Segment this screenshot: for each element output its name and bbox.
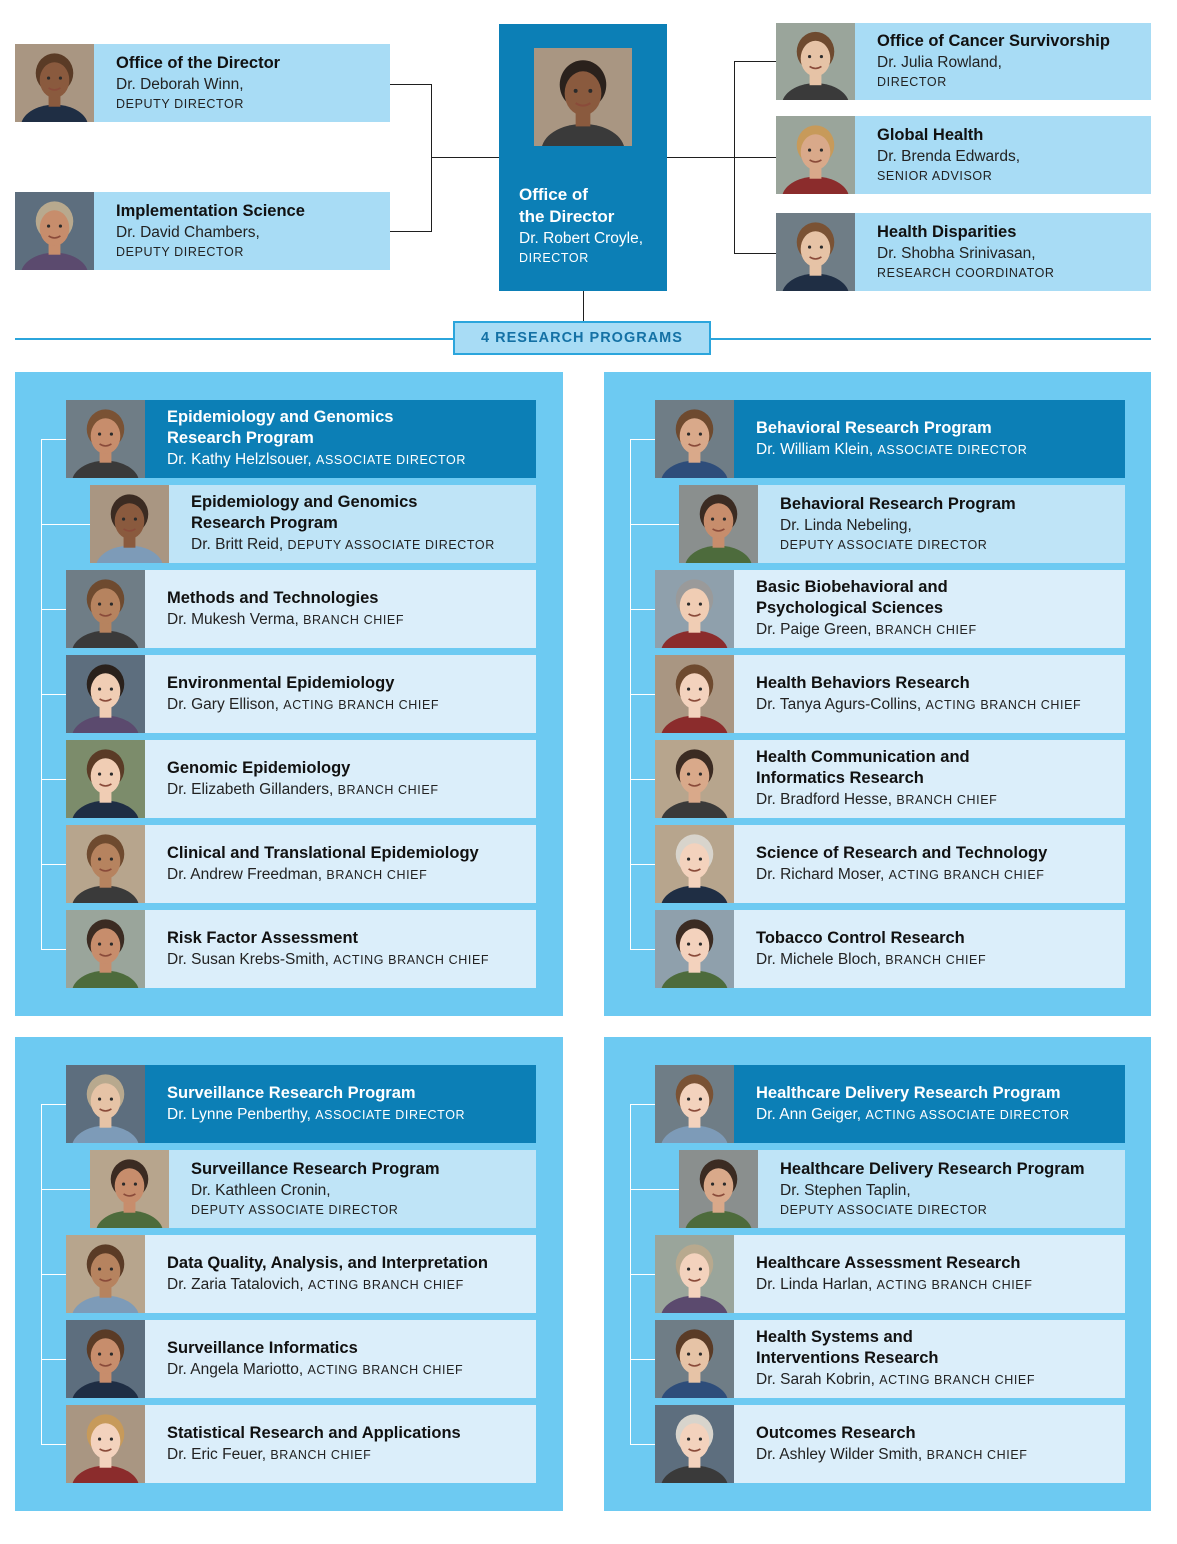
card-name [167,1274,536,1296]
card-text [94,44,390,122]
deputy-card[interactable] [90,485,536,563]
card-title: Health Systems and Interventions Research [756,1328,939,1367]
connector-tick [630,1359,655,1360]
card-name [167,694,536,716]
card-name [191,1180,536,1201]
branch-card[interactable] [66,570,536,648]
connector-tick [41,609,66,610]
portrait-photo [66,740,145,818]
person-name: Dr. Michele Bloch, [756,950,881,968]
card-title: Surveillance Informatics [167,1338,358,1357]
connector-tick [41,1189,90,1190]
person-name: Dr. Shobha Srinivasan, [877,244,1036,262]
person-name: Dr. Kathy Helzlsouer, [167,451,312,468]
portrait-photo [90,485,169,563]
person-role: ASSOCIATE DIRECTOR [877,442,1028,457]
person-role: DEPUTY ASSOCIATE DIRECTOR [191,1202,399,1217]
card-name [167,449,536,471]
branch-card[interactable] [66,1320,536,1398]
office-card[interactable] [776,116,1151,194]
portrait-photo [679,1150,758,1228]
person-name: Dr. Stephen Taplin, [780,1181,911,1199]
connector-tick [41,949,66,950]
card-title: Surveillance Research Program [191,1159,440,1178]
card-name [756,949,1125,971]
connector-tick [41,1104,66,1105]
card-name [191,534,536,556]
card-name [167,1359,536,1381]
card-title: Behavioral Research Program [756,418,992,437]
program-head-card[interactable] [655,400,1125,478]
person-role: BRANCH CHIEF [303,612,405,627]
card-text [145,1320,536,1398]
card-title: Data Quality, Analysis, and Interpretation [167,1253,488,1272]
director-card[interactable] [499,24,667,291]
card-text [145,825,536,903]
portrait-photo [655,570,734,648]
person-role: ACTING BRANCH CHIEF [925,697,1082,712]
portrait-photo [655,655,734,733]
card-name [877,146,1151,167]
person-role: BRANCH CHIEF [337,782,439,797]
connector-line [734,253,776,254]
branch-card[interactable] [655,1320,1125,1398]
card-title: Health Disparities [877,222,1017,241]
card-text [145,1065,536,1143]
connector-line [583,291,584,322]
card-title: Science of Research and Technology [756,843,1048,862]
card-text [145,400,536,478]
card-text [734,1320,1125,1398]
office-card[interactable] [776,213,1151,291]
card-title: Tobacco Control Research [756,928,965,947]
person-role: RESEARCH COORDINATOR [877,265,1055,280]
program-head-card[interactable] [655,1065,1125,1143]
person-name: Dr. Richard Moser, [756,865,885,883]
person-role: ACTING BRANCH CHIEF [333,952,490,967]
person-name: Dr. Mukesh Verma, [167,610,299,628]
branch-card[interactable] [66,910,536,988]
connector-line [734,61,776,62]
card-name [167,949,536,971]
connector-line [667,157,735,158]
person-name: Dr. Susan Krebs-Smith, [167,950,329,968]
card-title: Office of Cancer Survivorship [877,32,1110,50]
person-role: BRANCH CHIEF [885,952,987,967]
connector-tick [41,524,90,525]
card-text [145,1235,536,1313]
person-role: BRANCH CHIEF [326,867,428,882]
connector-tick [630,949,655,950]
card-title: Risk Factor Assessment [167,928,359,947]
connector-tick [630,1104,655,1105]
program-head-card[interactable] [66,1065,536,1143]
card-name [756,1274,1125,1296]
card-title: Genomic Epidemiology [167,758,351,777]
connector-tick [630,1189,679,1190]
person-name: Dr. Julia Rowland, [877,54,1002,71]
portrait-photo [15,192,94,270]
portrait-photo [66,910,145,988]
card-text [855,23,1151,100]
branch-card[interactable] [655,1235,1125,1313]
card-name [756,789,1125,811]
branch-card[interactable] [655,825,1125,903]
card-title: Health Behaviors Research [756,673,970,692]
portrait-photo [66,400,145,478]
person-role: BRANCH CHIEF [270,1447,372,1462]
card-text [145,1405,536,1483]
person-role: DEPUTY DIRECTOR [116,244,245,259]
connector-tick [41,1444,66,1445]
person-name: Dr. Linda Nebeling, [780,516,912,534]
card-name [167,779,536,801]
card-title: Healthcare Assessment Research [756,1253,1021,1272]
person-name: Dr. Tanya Agurs-Collins, [756,695,922,713]
card-text [734,655,1125,733]
director-name: Dr. Robert Croyle, [519,230,644,247]
connector-line [431,84,432,232]
portrait-photo [66,1405,145,1483]
card-text [855,116,1151,194]
card-text [145,570,536,648]
portrait-photo [66,1235,145,1313]
office-card[interactable] [776,23,1151,100]
deputy-card[interactable] [679,485,1125,563]
branch-card[interactable] [66,655,536,733]
card-name [780,1180,1125,1201]
deputy-card[interactable] [679,1150,1125,1228]
person-role: ASSOCIATE DIRECTOR [315,1107,466,1122]
card-text [855,213,1151,291]
card-name [780,515,1125,536]
card-title: Methods and Technologies [167,588,379,607]
connector-tick [41,864,66,865]
branch-card[interactable] [655,1405,1125,1483]
card-title: Surveillance Research Program [167,1083,416,1102]
person-name: Dr. Elizabeth Gillanders, [167,780,334,798]
card-text [734,910,1125,988]
person-role: ACTING BRANCH CHIEF [888,867,1045,882]
branch-card[interactable] [655,655,1125,733]
card-text [758,485,1125,563]
person-role: ACTING BRANCH CHIEF [283,697,440,712]
person-name: Dr. Zaria Tatalovich, [167,1275,304,1293]
card-text [734,1405,1125,1483]
card-text [145,740,536,818]
research-programs-label: 4 RESEARCH PROGRAMS [453,321,711,355]
portrait-photo [655,825,734,903]
portrait-photo [655,740,734,818]
person-role: DEPUTY ASSOCIATE DIRECTOR [287,538,495,552]
branch-card[interactable] [66,740,536,818]
portrait-photo [776,116,855,194]
portrait-photo [66,1320,145,1398]
person-name: Dr. William Klein, [756,440,874,458]
person-role: ACTING BRANCH CHIEF [879,1373,1036,1387]
card-name [756,1369,1125,1391]
person-name: Dr. Angela Mariotto, [167,1360,304,1378]
person-name: Dr. Kathleen Cronin, [191,1181,331,1199]
connector-line [390,231,432,232]
director-role: DIRECTOR [519,251,589,265]
card-name [877,52,1151,73]
card-title: Implementation Science [116,201,305,220]
card-text [145,910,536,988]
person-role: BRANCH CHIEF [875,623,977,637]
connector-tick [630,694,655,695]
connector-tick [630,1444,655,1445]
portrait-photo [776,213,855,291]
portrait-photo [679,485,758,563]
card-title: Behavioral Research Program [780,494,1016,513]
connector-tick [630,1274,655,1275]
person-name: Dr. Deborah Winn, [116,75,244,93]
portrait-photo [66,1065,145,1143]
person-name: Dr. Bradford Hesse, [756,791,893,808]
card-name [756,439,1125,461]
portrait-photo [66,825,145,903]
card-text [169,1150,536,1228]
person-role: ACTING BRANCH CHIEF [876,1277,1033,1292]
portrait-photo [655,1405,734,1483]
office-card[interactable] [15,44,390,122]
director-photo [534,48,632,158]
portrait-photo [655,1235,734,1313]
card-text [94,192,390,270]
portrait-photo [655,1320,734,1398]
card-title: Statistical Research and Applications [167,1423,461,1442]
card-name [116,74,390,95]
portrait-photo [15,44,94,122]
card-name [756,694,1125,716]
person-name: Dr. Britt Reid, [191,536,284,553]
person-name: Dr. Andrew Freedman, [167,865,323,883]
portrait-photo [655,910,734,988]
person-role: DEPUTY ASSOCIATE DIRECTOR [780,1202,988,1217]
card-title: Outcomes Research [756,1423,916,1442]
person-role: ACTING BRANCH CHIEF [307,1362,464,1377]
connector-tick [41,439,66,440]
connector-tick [630,524,679,525]
person-name: Dr. David Chambers, [116,223,260,241]
card-name [167,1104,536,1126]
director-title: Office of the Director [519,185,615,226]
card-name [756,1104,1125,1126]
portrait-photo [655,400,734,478]
card-title: Basic Biobehavioral and Psychological Sciences [756,578,948,617]
portrait-photo [776,23,855,100]
deputy-card[interactable] [90,1150,536,1228]
portrait-photo [66,570,145,648]
card-title: Global Health [877,125,984,144]
portrait-photo [655,1065,734,1143]
card-title: Epidemiology and Genomics Research Program [167,408,394,447]
connector-tick [630,439,655,440]
card-text [758,1150,1125,1228]
connector-line [734,157,776,158]
person-name: Dr. Linda Harlan, [756,1275,873,1293]
card-name [756,1444,1125,1466]
card-title: Healthcare Delivery Research Program [780,1159,1085,1178]
person-name: Dr. Eric Feuer, [167,1445,267,1463]
person-role: DIRECTOR [877,75,947,89]
card-name [167,864,536,886]
person-name: Dr. Paige Green, [756,621,872,638]
person-name: Dr. Lynne Penberthy, [167,1105,311,1123]
office-card[interactable] [15,192,390,270]
connector-line [390,84,432,85]
card-text [734,400,1125,478]
person-role: ACTING BRANCH CHIEF [308,1277,464,1292]
connector-tick [630,779,655,780]
person-name: Dr. Brenda Edwards, [877,147,1021,165]
card-text [734,1065,1125,1143]
person-role: SENIOR ADVISOR [877,168,993,183]
connector-tick [41,1274,66,1275]
connector-tick [630,864,655,865]
person-name: Dr. Ashley Wilder Smith, [756,1445,923,1463]
person-name: Dr. Sarah Kobrin, [756,1371,875,1388]
branch-card[interactable] [655,740,1125,818]
card-name [167,1444,536,1466]
card-text [734,825,1125,903]
card-name [756,619,1125,641]
card-title: Clinical and Translational Epidemiology [167,843,479,862]
connector-tick [41,1359,66,1360]
person-role: ASSOCIATE DIRECTOR [316,453,466,467]
program-head-card[interactable] [66,400,536,478]
person-role: BRANCH CHIEF [896,793,998,807]
connector-tick [41,694,66,695]
person-role: DEPUTY ASSOCIATE DIRECTOR [780,537,988,552]
person-role: DEPUTY DIRECTOR [116,96,245,111]
card-name [877,243,1151,264]
card-title: Healthcare Delivery Research Program [756,1083,1061,1102]
card-name [167,609,536,631]
card-text [734,1235,1125,1313]
branch-card[interactable] [655,910,1125,988]
person-role: BRANCH CHIEF [926,1447,1028,1462]
card-text [734,570,1125,648]
person-name: Dr. Ann Geiger, [756,1105,862,1123]
portrait-photo [90,1150,169,1228]
portrait-photo [66,655,145,733]
card-title: Epidemiology and Genomics Research Program [191,493,418,532]
card-text [169,485,536,563]
connector-line [431,157,499,158]
branch-card[interactable] [655,570,1125,648]
card-title: Health Communication and Informatics Research [756,748,970,787]
branch-card[interactable] [66,1405,536,1483]
branch-card[interactable] [66,825,536,903]
card-text [734,740,1125,818]
card-name [756,864,1125,886]
card-title: Office of the Director [116,53,281,72]
card-text [145,655,536,733]
card-title: Environmental Epidemiology [167,673,395,692]
person-role: ACTING ASSOCIATE DIRECTOR [865,1107,1070,1122]
connector-tick [41,779,66,780]
card-name [116,222,390,243]
person-name: Dr. Gary Ellison, [167,695,279,713]
connector-tick [630,609,655,610]
branch-card[interactable] [66,1235,536,1313]
